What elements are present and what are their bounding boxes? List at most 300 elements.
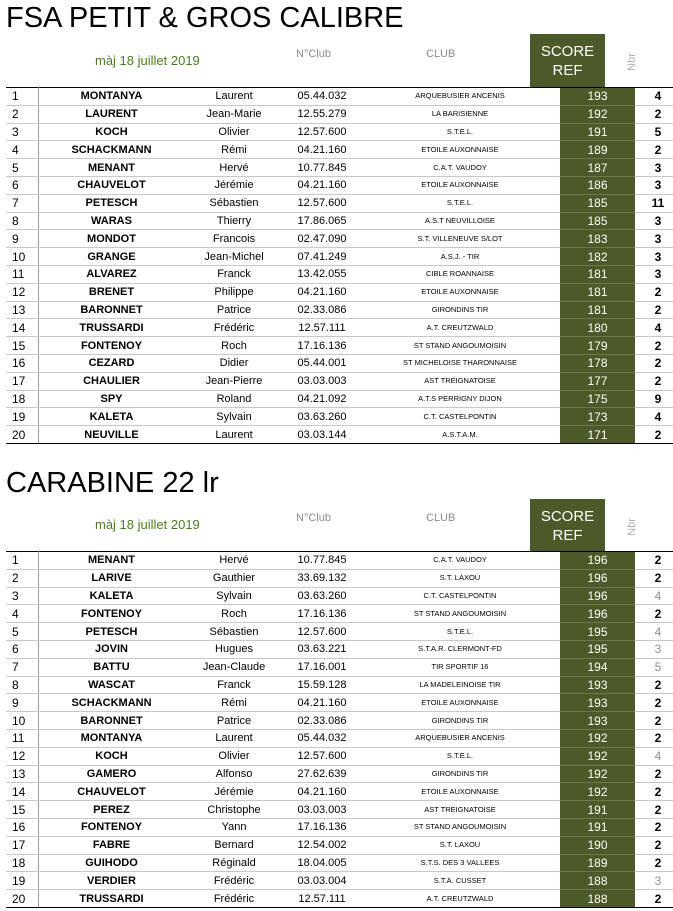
first-name-cell: Franck (184, 265, 284, 283)
column-header-club-number: N°Club (296, 48, 331, 60)
club-number-cell: 05.44.032 (284, 729, 360, 747)
score-header-line-2: REF (552, 62, 583, 79)
club-number-cell: 12.57.600 (284, 623, 360, 641)
club-name-cell: TIR SPORTIF 16 (360, 658, 560, 676)
club-name-cell: S.T.E.L. (360, 123, 560, 141)
club-number-cell: 17.86.065 (284, 212, 360, 230)
table-row (6, 426, 673, 444)
score-cell: 188 (560, 872, 635, 890)
club-number-cell: 03.63.260 (284, 587, 360, 605)
first-name-cell: Rémi (184, 694, 284, 712)
score-cell: 185 (560, 194, 635, 212)
spacer-cell (635, 354, 643, 372)
first-name-cell: Rémi (184, 141, 284, 159)
score-header-line-1: SCORE (540, 508, 595, 525)
spacer-cell (635, 265, 643, 283)
rank-cell: 3 (6, 123, 39, 141)
last-name-cell: KOCH (39, 747, 185, 765)
rank-cell: 11 (6, 729, 39, 747)
club-name-cell: LA BARISIENNE (360, 105, 560, 123)
table-row (6, 319, 673, 337)
club-name-cell: AST TREIGNATOISE (360, 372, 560, 390)
column-header-nbr (613, 507, 643, 547)
table-row (6, 854, 673, 872)
table-row (6, 88, 673, 106)
club-name-cell: C.T. CASTELPONTIN (360, 408, 560, 426)
first-name-cell: Jérémie (184, 783, 284, 801)
club-name-cell: S.T.E.L. (360, 194, 560, 212)
table-row (6, 141, 673, 159)
club-name-cell: S.T.S. DES 3 VALLEES (360, 854, 560, 872)
score-cell: 185 (560, 212, 635, 230)
first-name-cell: Roch (184, 337, 284, 355)
club-number-cell: 03.63.260 (284, 408, 360, 426)
last-name-cell: MENANT (39, 159, 185, 177)
first-name-cell: Gauthier (184, 569, 284, 587)
nbr-cell: 2 (643, 854, 673, 872)
score-cell: 189 (560, 854, 635, 872)
nbr-cell: 2 (643, 301, 673, 319)
spacer-cell (635, 319, 643, 337)
rank-cell: 4 (6, 605, 39, 623)
score-cell: 192 (560, 105, 635, 123)
club-name-cell: ARQUEBUSIER ANCENIS (360, 729, 560, 747)
club-name-cell: S.T.A. CUSSET (360, 872, 560, 890)
table-row (6, 176, 673, 194)
club-name-cell: A.T. CREUTZWALD (360, 890, 560, 908)
last-name-cell: FONTENOY (39, 337, 185, 355)
nbr-cell: 4 (643, 747, 673, 765)
spacer-cell (635, 176, 643, 194)
rank-cell: 13 (6, 765, 39, 783)
table-row (6, 801, 673, 819)
nbr-cell: 3 (643, 640, 673, 658)
rank-cell: 16 (6, 818, 39, 836)
column-header-club: CLUB (426, 48, 456, 60)
club-number-cell: 27.62.639 (284, 765, 360, 783)
rank-cell: 18 (6, 854, 39, 872)
nbr-cell: 2 (643, 712, 673, 730)
nbr-cell: 2 (643, 141, 673, 159)
spacer-cell (635, 854, 643, 872)
club-number-cell: 17.16.001 (284, 658, 360, 676)
last-name-cell: NEUVILLE (39, 426, 185, 444)
rank-cell: 6 (6, 176, 39, 194)
rank-cell: 7 (6, 658, 39, 676)
club-name-cell: S.T. VILLENEUVE S/LOT (360, 230, 560, 248)
table-row (6, 372, 673, 390)
last-name-cell: BARONNET (39, 712, 185, 730)
spacer-cell (635, 587, 643, 605)
last-name-cell: ALVAREZ (39, 265, 185, 283)
rank-cell: 20 (6, 426, 39, 444)
rank-cell: 19 (6, 872, 39, 890)
last-name-cell: PETESCH (39, 623, 185, 641)
table-row (6, 105, 673, 123)
rank-cell: 19 (6, 408, 39, 426)
spacer-cell (635, 408, 643, 426)
first-name-cell: Jean-Claude (184, 658, 284, 676)
rank-cell: 14 (6, 319, 39, 337)
column-header-nbr (613, 42, 643, 82)
spacer-cell (635, 658, 643, 676)
spacer-cell (635, 747, 643, 765)
score-cell: 191 (560, 123, 635, 141)
last-name-cell: CHAUVELOT (39, 176, 185, 194)
club-name-cell: ETOILE AUXONNAISE (360, 283, 560, 301)
score-cell: 179 (560, 337, 635, 355)
last-name-cell: VERDIER (39, 872, 185, 890)
score-cell: 180 (560, 319, 635, 337)
first-name-cell: Didier (184, 354, 284, 372)
last-name-cell: MONTANYA (39, 88, 185, 106)
nbr-cell: 2 (643, 569, 673, 587)
nbr-cell: 2 (643, 890, 673, 908)
last-name-cell: GAMERO (39, 765, 185, 783)
last-name-cell: TRUSSARDI (39, 890, 185, 908)
table-row (6, 212, 673, 230)
table-row (6, 194, 673, 212)
nbr-cell: 3 (643, 248, 673, 266)
score-header-line-2: REF (552, 527, 583, 544)
table-row (6, 712, 673, 730)
score-cell: 175 (560, 390, 635, 408)
first-name-cell: Philippe (184, 283, 284, 301)
ranking-table (6, 551, 673, 908)
table-row (6, 248, 673, 266)
last-name-cell: KALETA (39, 587, 185, 605)
club-name-cell: S.T.E.L. (360, 747, 560, 765)
score-cell: 192 (560, 783, 635, 801)
club-number-cell: 12.57.111 (284, 319, 360, 337)
column-header-club-number: N°Club (296, 512, 331, 524)
nbr-header-label: Nbr (625, 53, 638, 71)
club-name-cell: ETOILE AUXONNAISE (360, 694, 560, 712)
rank-cell: 7 (6, 194, 39, 212)
table-row (6, 872, 673, 890)
spacer-cell (635, 712, 643, 730)
table-row (6, 605, 673, 623)
rank-cell: 1 (6, 88, 39, 106)
table-row (6, 783, 673, 801)
ranking-table-body (6, 552, 673, 908)
rank-cell: 10 (6, 712, 39, 730)
table-row (6, 623, 673, 641)
nbr-cell: 2 (643, 676, 673, 694)
rank-cell: 20 (6, 890, 39, 908)
club-number-cell: 17.16.136 (284, 818, 360, 836)
last-name-cell: WARAS (39, 212, 185, 230)
rank-cell: 17 (6, 372, 39, 390)
club-name-cell: ST STAND ANGOUMOISIN (360, 605, 560, 623)
rank-cell: 6 (6, 640, 39, 658)
nbr-cell: 2 (643, 354, 673, 372)
update-date: màj 18 juillet 2019 (95, 517, 200, 532)
rank-cell: 8 (6, 212, 39, 230)
last-name-cell: TRUSSARDI (39, 319, 185, 337)
rank-cell: 3 (6, 587, 39, 605)
club-name-cell: ST MICHELOISE THARONNAISE (360, 354, 560, 372)
nbr-cell: 4 (643, 587, 673, 605)
club-number-cell: 07.41.249 (284, 248, 360, 266)
club-name-cell: A.S.T NEUVILLOISE (360, 212, 560, 230)
score-cell: 195 (560, 623, 635, 641)
last-name-cell: WASCAT (39, 676, 185, 694)
score-cell: 181 (560, 301, 635, 319)
rank-cell: 2 (6, 569, 39, 587)
score-cell: 182 (560, 248, 635, 266)
nbr-cell: 9 (643, 390, 673, 408)
club-name-cell: ST STAND ANGOUMOISIN (360, 337, 560, 355)
score-cell: 191 (560, 801, 635, 819)
rank-cell: 1 (6, 552, 39, 570)
column-header-score-ref (530, 499, 605, 551)
rank-cell: 17 (6, 836, 39, 854)
last-name-cell: MONTANYA (39, 729, 185, 747)
spacer-cell (635, 605, 643, 623)
update-date: màj 18 juillet 2019 (95, 53, 200, 68)
spacer-cell (635, 248, 643, 266)
section-title: FSA PETIT & GROS CALIBRE (6, 2, 404, 34)
first-name-cell: Hervé (184, 552, 284, 570)
last-name-cell: PETESCH (39, 194, 185, 212)
club-name-cell: CIBLE ROANNAISE (360, 265, 560, 283)
table-row (6, 552, 673, 570)
first-name-cell: Laurent (184, 426, 284, 444)
last-name-cell: MONDOT (39, 230, 185, 248)
nbr-cell: 2 (643, 105, 673, 123)
club-number-cell: 33.69.132 (284, 569, 360, 587)
score-cell: 188 (560, 890, 635, 908)
club-name-cell: GIRONDINS TIR (360, 712, 560, 730)
table-row (6, 640, 673, 658)
score-cell: 187 (560, 159, 635, 177)
rank-cell: 5 (6, 623, 39, 641)
rank-cell: 12 (6, 747, 39, 765)
last-name-cell: BRENET (39, 283, 185, 301)
spacer-cell (635, 676, 643, 694)
last-name-cell: GRANGE (39, 248, 185, 266)
spacer-cell (635, 801, 643, 819)
first-name-cell: Frédéric (184, 890, 284, 908)
club-number-cell: 17.16.136 (284, 605, 360, 623)
club-number-cell: 04.21.160 (284, 176, 360, 194)
spacer-cell (635, 390, 643, 408)
table-row (6, 408, 673, 426)
club-name-cell: A.T.S PERRIGNY DIJON (360, 390, 560, 408)
first-name-cell: Christophe (184, 801, 284, 819)
column-header-club: CLUB (426, 512, 456, 524)
score-cell: 181 (560, 265, 635, 283)
table-row (6, 836, 673, 854)
rank-cell: 2 (6, 105, 39, 123)
first-name-cell: Sylvain (184, 408, 284, 426)
first-name-cell: Réginald (184, 854, 284, 872)
first-name-cell: Olivier (184, 123, 284, 141)
spacer-cell (635, 230, 643, 248)
table-row (6, 265, 673, 283)
nbr-cell: 2 (643, 694, 673, 712)
spacer-cell (635, 836, 643, 854)
first-name-cell: Yann (184, 818, 284, 836)
score-cell: 173 (560, 408, 635, 426)
rank-cell: 18 (6, 390, 39, 408)
nbr-cell: 2 (643, 729, 673, 747)
nbr-cell: 2 (643, 426, 673, 444)
first-name-cell: Jean-Pierre (184, 372, 284, 390)
table-row (6, 890, 673, 908)
club-number-cell: 12.54.002 (284, 836, 360, 854)
score-cell: 177 (560, 372, 635, 390)
first-name-cell: Thierry (184, 212, 284, 230)
last-name-cell: MENANT (39, 552, 185, 570)
last-name-cell: CHAULIER (39, 372, 185, 390)
club-name-cell: C.A.T. VAUDOY (360, 552, 560, 570)
first-name-cell: Laurent (184, 729, 284, 747)
score-cell: 196 (560, 569, 635, 587)
nbr-cell: 2 (643, 801, 673, 819)
club-number-cell: 03.03.003 (284, 801, 360, 819)
first-name-cell: Patrice (184, 712, 284, 730)
score-cell: 196 (560, 605, 635, 623)
table-row (6, 765, 673, 783)
spacer-cell (635, 105, 643, 123)
score-cell: 194 (560, 658, 635, 676)
table-row (6, 658, 673, 676)
spacer-cell (635, 694, 643, 712)
club-number-cell: 04.21.160 (284, 783, 360, 801)
score-cell: 191 (560, 818, 635, 836)
club-number-cell: 18.04.005 (284, 854, 360, 872)
table-row (6, 676, 673, 694)
last-name-cell: KOCH (39, 123, 185, 141)
club-number-cell: 03.63.221 (284, 640, 360, 658)
score-cell: 193 (560, 694, 635, 712)
table-row (6, 694, 673, 712)
club-name-cell: ETOILE AUXONNAISE (360, 176, 560, 194)
rank-cell: 9 (6, 694, 39, 712)
table-row (6, 354, 673, 372)
first-name-cell: Jean-Marie (184, 105, 284, 123)
score-cell: 196 (560, 587, 635, 605)
last-name-cell: FONTENOY (39, 605, 185, 623)
rank-cell: 14 (6, 783, 39, 801)
spacer-cell (635, 426, 643, 444)
ranking-table-body (6, 88, 673, 444)
club-name-cell: ETOILE AUXONNAISE (360, 783, 560, 801)
club-name-cell: GIRONDINS TIR (360, 765, 560, 783)
rank-cell: 8 (6, 676, 39, 694)
table-row (6, 230, 673, 248)
last-name-cell: JOVIN (39, 640, 185, 658)
first-name-cell: Sébastien (184, 623, 284, 641)
nbr-cell: 3 (643, 265, 673, 283)
last-name-cell: LARIVE (39, 569, 185, 587)
club-number-cell: 12.57.600 (284, 123, 360, 141)
column-header-score-ref (530, 34, 605, 87)
first-name-cell: Olivier (184, 747, 284, 765)
score-cell: 193 (560, 88, 635, 106)
club-number-cell: 05.44.032 (284, 88, 360, 106)
spacer-cell (635, 123, 643, 141)
nbr-cell: 4 (643, 319, 673, 337)
last-name-cell: FABRE (39, 836, 185, 854)
spacer-cell (635, 569, 643, 587)
spacer-cell (635, 212, 643, 230)
first-name-cell: Roland (184, 390, 284, 408)
nbr-cell: 2 (643, 337, 673, 355)
first-name-cell: Franck (184, 676, 284, 694)
nbr-cell: 2 (643, 836, 673, 854)
club-number-cell: 03.03.003 (284, 372, 360, 390)
spacer-cell (635, 640, 643, 658)
spacer-cell (635, 159, 643, 177)
spacer-cell (635, 623, 643, 641)
score-cell: 190 (560, 836, 635, 854)
score-cell: 186 (560, 176, 635, 194)
nbr-cell: 4 (643, 623, 673, 641)
first-name-cell: Hugues (184, 640, 284, 658)
club-number-cell: 02.33.086 (284, 301, 360, 319)
club-name-cell: C.T. CASTELPONTIN (360, 587, 560, 605)
spacer-cell (635, 194, 643, 212)
first-name-cell: Laurent (184, 88, 284, 106)
rank-cell: 13 (6, 301, 39, 319)
club-number-cell: 03.03.144 (284, 426, 360, 444)
table-row (6, 283, 673, 301)
spacer-cell (635, 552, 643, 570)
table-row (6, 337, 673, 355)
rank-cell: 15 (6, 801, 39, 819)
nbr-cell: 5 (643, 658, 673, 676)
nbr-cell: 2 (643, 372, 673, 390)
first-name-cell: Jérémie (184, 176, 284, 194)
rank-cell: 11 (6, 265, 39, 283)
section-title: CARABINE 22 lr (6, 467, 219, 499)
score-cell: 189 (560, 141, 635, 159)
club-name-cell: S.T.A.R. CLERMONT-FD (360, 640, 560, 658)
rank-cell: 12 (6, 283, 39, 301)
club-number-cell: 10.77.845 (284, 552, 360, 570)
last-name-cell: GUIHODO (39, 854, 185, 872)
nbr-cell: 3 (643, 212, 673, 230)
score-cell: 192 (560, 729, 635, 747)
club-number-cell: 12.55.279 (284, 105, 360, 123)
nbr-cell: 4 (643, 88, 673, 106)
rank-cell: 4 (6, 141, 39, 159)
spacer-cell (635, 890, 643, 908)
first-name-cell: Roch (184, 605, 284, 623)
score-cell: 181 (560, 283, 635, 301)
rank-cell: 5 (6, 159, 39, 177)
score-cell: 192 (560, 765, 635, 783)
club-number-cell: 04.21.160 (284, 141, 360, 159)
first-name-cell: Sylvain (184, 587, 284, 605)
club-name-cell: LA MADELEINOISE TIR (360, 676, 560, 694)
nbr-cell: 2 (643, 283, 673, 301)
nbr-cell: 4 (643, 408, 673, 426)
first-name-cell: Alfonso (184, 765, 284, 783)
club-number-cell: 17.16.136 (284, 337, 360, 355)
first-name-cell: Sébastien (184, 194, 284, 212)
score-cell: 193 (560, 712, 635, 730)
club-number-cell: 12.57.600 (284, 194, 360, 212)
first-name-cell: Francois (184, 230, 284, 248)
score-header-line-1: SCORE (540, 43, 595, 60)
club-name-cell: S.T. LAXOU (360, 569, 560, 587)
table-row (6, 818, 673, 836)
first-name-cell: Bernard (184, 836, 284, 854)
